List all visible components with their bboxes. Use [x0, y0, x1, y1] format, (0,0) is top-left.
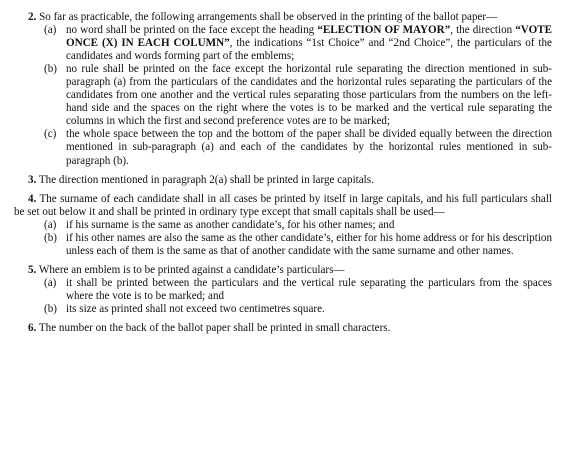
subparagraph-text: its size as printed shall not exceed two centimetres square.	[66, 302, 325, 315]
paragraph-2	[14, 11, 552, 24]
subparagraph-text-part: no word shall be printed on the face except the heading	[66, 24, 318, 37]
subparagraph-label: (b)	[44, 231, 57, 244]
paragraph-text: So far as practicable, the following arrangements shall be observed in the printing of the ballot paper—	[39, 11, 498, 23]
subparagraph-text: the whole space between the top and the bottom of the paper shall be divided equally between the direction mentioned in sub-paragraph (a) and each of the candidates by the horizontal rules mentioned in sub-paragraph (b).	[66, 128, 552, 167]
subparagraph-label: (a)	[44, 276, 57, 289]
subparagraph-label: (a)	[44, 218, 57, 231]
subparagraph-label: (b)	[44, 63, 57, 76]
subparagraph-2b	[14, 63, 552, 128]
subparagraph-2a	[14, 24, 552, 63]
paragraph-number: 6.	[28, 322, 37, 335]
subparagraph-text: it shall be printed between the particulars and the vertical rule separating the particulars from the spaces where the vote is to be marked; and	[66, 276, 552, 302]
subparagraph-text: if his surname is the same as another candidate’s, for his other names; and	[66, 218, 395, 231]
subparagraph-4a	[14, 219, 552, 232]
paragraph-number: 4.	[28, 192, 37, 205]
subparagraph-4b	[14, 232, 552, 258]
ballot-direction: “VOTE ONCE (X) IN EACH COLUMN”	[66, 24, 552, 50]
paragraph-3	[14, 174, 552, 187]
paragraph-text: The direction mentioned in paragraph 2(a) shall be printed in large capitals.	[38, 173, 374, 186]
paragraph-text: The surname of each candidate shall in all cases be printed by itself in large capitals, and his full particulars shall be set out below it and shall be printed in ordinary type except that small capitals shall be used—	[14, 192, 552, 218]
subparagraph-text: no rule shall be printed on the face except the horizontal rule separating the direction mentioned in sub-paragraph (a) from the particulars of the candidates and the horizontal rules separating the particulars of the candidates from one another and the vertical rules separating those particulars from the numbers on the left-hand side and the spaces on the right where the votes is to be marked and the vertical rule separating the columns in which the first and second preference votes are to be marked;	[66, 63, 552, 128]
paragraph-4	[14, 193, 552, 219]
subparagraph-text-part: , the direction	[450, 24, 516, 37]
paragraph-number: 2.	[28, 11, 37, 23]
subparagraph-label: (c)	[44, 128, 57, 141]
subparagraph-label: (a)	[44, 24, 57, 37]
subparagraph-label: (b)	[44, 302, 57, 315]
subparagraph-text	[66, 24, 552, 63]
subparagraph-text: if his other names are also the same as the other candidate’s, either for his home address or for his description unless each of them is the same as that of another candidate with the same surname and other names.	[66, 231, 552, 257]
paragraph-number: 3.	[28, 173, 37, 186]
subparagraph-5b	[14, 303, 552, 316]
subparagraph-text-part: , the indications “1st Choice” and “2nd Choice”, the particulars of the candidates and words forming part of the emblems;	[66, 37, 552, 63]
subparagraph-5a	[14, 277, 552, 303]
paragraph-text: The number on the back of the ballot paper shall be printed in small characters.	[38, 322, 391, 335]
paragraph-number: 5.	[28, 263, 37, 276]
ballot-heading: “ELECTION OF MAYOR”	[317, 24, 451, 37]
paragraph-6	[14, 322, 552, 335]
paragraph-5	[14, 264, 552, 277]
subparagraph-2c	[14, 128, 552, 167]
paragraph-text: Where an emblem is to be printed against a candidate’s particulars—	[38, 263, 345, 276]
